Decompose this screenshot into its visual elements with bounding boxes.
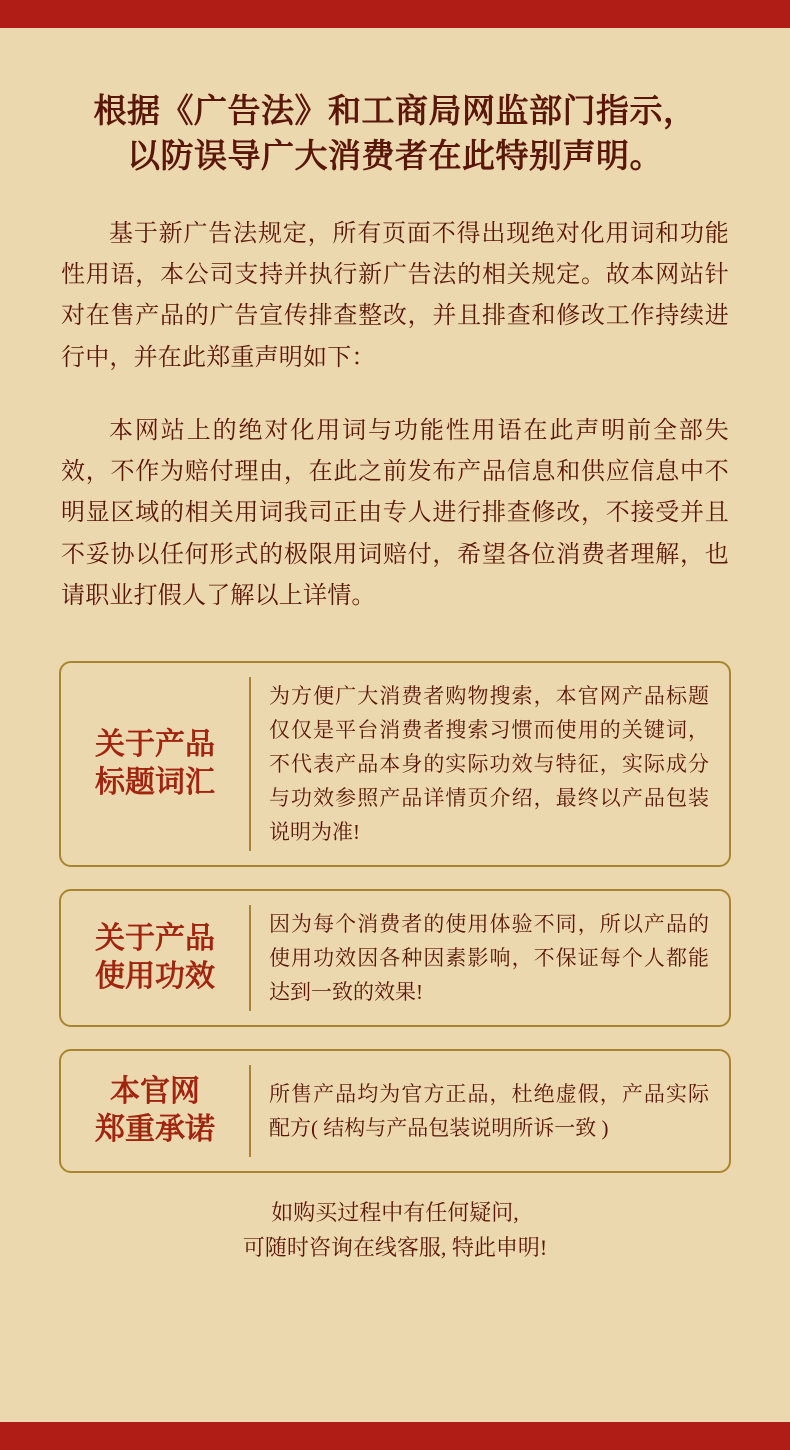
- card-official-promise-body: 所售产品均为官方正品，杜绝虚假，产品实际配方( 结构与产品包装说明所诉一致 ): [269, 1082, 709, 1141]
- footer-line-1: 如购买过程中有任何疑问,: [271, 1200, 519, 1226]
- card-label-line-1: 关于产品: [95, 727, 215, 761]
- card-product-title-terms-body: 为方便广大消费者购物搜索，本官网产品标题仅仅是平台消费者搜索习惯而使用的关键词，不代表产品本身的实际功效与特征，实际成分与功效参照产品详情页介绍，最终以产品包装说明为准!: [269, 684, 709, 845]
- card-label-line-1: 本官网: [110, 1074, 200, 1108]
- card-label-line-1: 关于产品: [95, 921, 215, 955]
- footer-line-2: 可随时咨询在线客服, 特此申明!: [242, 1235, 548, 1261]
- page-title: [55, 90, 735, 180]
- footer-note: [55, 1195, 735, 1265]
- statement-panel: [0, 28, 790, 1422]
- page-title-line-2: 以防误导广大消费者在此特别声明。: [127, 138, 663, 175]
- card-product-title-terms-label: [69, 677, 251, 851]
- card-product-efficacy-body: 因为每个消费者的使用体验不同，所以产品的使用功效因各种因素影响，不保证每个人都能达到一致的效果!: [269, 912, 709, 1005]
- page-title-line-1: 根据《广告法》和工商局网监部门指示，: [93, 94, 697, 130]
- card-official-promise-label: [69, 1065, 251, 1157]
- card-product-efficacy-label: [69, 905, 251, 1011]
- statement-cards: [59, 661, 731, 1173]
- card-official-promise: [59, 1049, 731, 1173]
- card-product-title-terms: [59, 661, 731, 867]
- statement-paragraph-2: 本网站上的绝对化用词与功能性用语在此声明前全部失效，不作为赔付理由，在此之前发布产品信息和供应信息中不明显区域的相关用词我司正由专人进行排查修改，不接受并且不妥协以任何形式的极限用词赔付，希望各位消费者理解，也请职业打假人了解以上详情。: [61, 417, 729, 609]
- card-label-line-2: 郑重承诺: [95, 1113, 215, 1147]
- card-label-line-2: 使用功效: [95, 960, 215, 994]
- card-product-efficacy: [59, 889, 731, 1027]
- card-label-line-2: 标题词汇: [95, 766, 215, 800]
- statement-paragraph-1: 基于新广告法规定，所有页面不得出现绝对化用词和功能性用语，本公司支持并执行新广告法的相关规定。故本网站针对在售产品的广告宣传排查整改，并且排查和修改工作持续进行中，并在此郑重声明如下：: [61, 220, 729, 371]
